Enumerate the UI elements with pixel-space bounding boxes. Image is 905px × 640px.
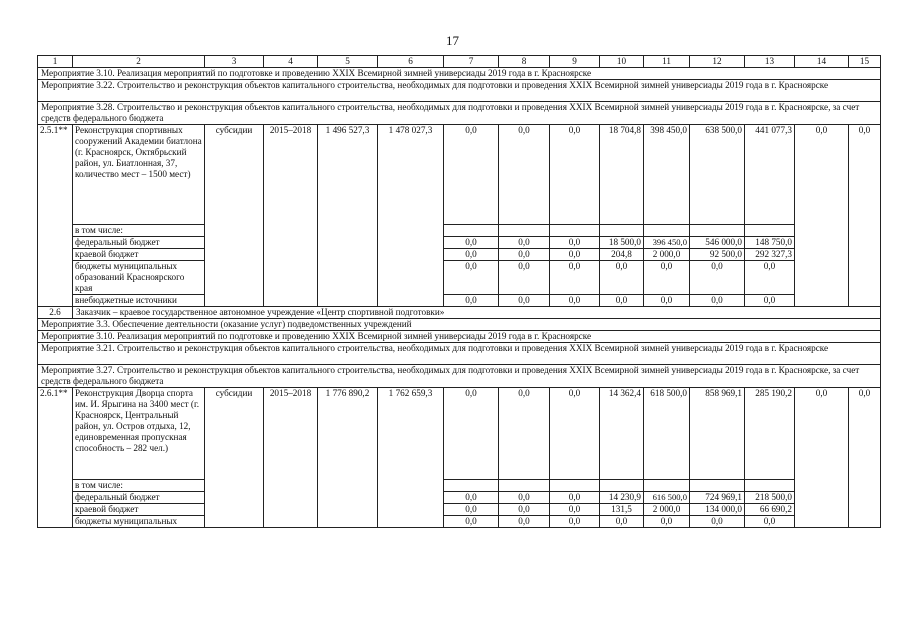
column-number-row [38,56,881,68]
value-cell: 858 969,1 [690,388,745,480]
page-number: 17 [446,33,459,48]
value-cell: 134 000,0 [690,504,745,516]
sub-row-label: федеральный бюджет [73,237,205,249]
col-num: 11 [644,56,690,68]
table-row [38,388,881,480]
value-cell: 0,0 [690,295,745,307]
value-cell: 18 500,0 [600,237,644,249]
value-cell: 0,0 [499,249,550,261]
col-num: 3 [205,56,264,68]
value-cell: 0,0 [690,516,745,528]
value-cell: 618 500,0 [644,388,690,480]
value-cell: 2 000,0 [644,249,690,261]
value-cell: 0,0 [550,388,600,480]
col-num: 6 [378,56,444,68]
value-cell: 398 450,0 [644,125,690,225]
value-cell: 0,0 [550,504,600,516]
measure-line: Мероприятие 3.27. Строительство и реконструкция объектов капитального строительства, необходимых для подготовки и проведения XXIX Всемирной зимней универсиады 2019 года в г. Красноярске, за счет средств федерального бюджета [38,365,881,388]
value-cell: 0,0 [550,492,600,504]
col-num: 1 [38,56,73,68]
value-cell: 0,0 [600,295,644,307]
col-num: 10 [600,56,644,68]
measure-line: Мероприятие 3.10. Реализация мероприятий по подготовке и проведению XXIX Всемирной зимней универсиады 2019 года в г. Красноярске [38,331,881,343]
value-cell: 0,0 [745,261,795,295]
value-cell: 0,0 [550,261,600,295]
sub-row-label: краевой бюджет [73,504,205,516]
value-cell: 0,0 [550,125,600,225]
value-cell: 0,0 [499,516,550,528]
value-cell: 0,0 [444,261,499,295]
value-cell: 616 500,0 [644,492,690,504]
value-cell: 0,0 [444,125,499,225]
value-cell: 0,0 [644,295,690,307]
value-cell: 441 077,3 [745,125,795,225]
value-cell: 0,0 [849,388,881,528]
measure-line: Мероприятие 3.10. Реализация мероприятий по подготовке и проведению XXIX Всемирной зимней универсиады 2019 года в г. Красноярске [38,68,881,80]
value-cell: 0,0 [444,504,499,516]
row-code: 2.6 [38,307,73,319]
value-cell: 0,0 [644,516,690,528]
value-cell: 0,0 [795,125,849,307]
col-num: 5 [318,56,378,68]
sub-row-label: в том числе: [73,480,205,492]
value-cell: 204,8 [600,249,644,261]
col-num: 9 [550,56,600,68]
table-row [38,125,881,225]
item-name: Реконструкция Дворца спорта им. И. Ярыгина на 3400 мест (г. Красноярск, Центральный район, ул. Остров отдыха, 12, единовременная пропускная способность – 282 чел.) [73,388,205,480]
sub-row-label: федеральный бюджет [73,492,205,504]
value-cell: 724 969,1 [690,492,745,504]
value-cell: 0,0 [644,261,690,295]
measure-line: Мероприятие 3.21. Строительство и реконструкция объектов капитального строительства, необходимых для подготовки и проведения XXIX Всемирной зимней универсиады 2019 года в г. Красноярске [38,343,881,365]
value-cell: 0,0 [444,492,499,504]
item-period: 2015–2018 [264,388,318,528]
value-cell: 0,0 [600,261,644,295]
col-num: 14 [795,56,849,68]
value-cell: 0,0 [550,249,600,261]
item-c5: 1 776 890,2 [318,388,378,528]
value-cell: 14 362,4 [600,388,644,480]
value-cell: 0,0 [499,492,550,504]
sub-row-label: бюджеты муниципальных [73,516,205,528]
sub-row-label: краевой бюджет [73,249,205,261]
value-cell: 0,0 [444,237,499,249]
item-c5: 1 496 527,3 [318,125,378,307]
value-cell: 0,0 [444,516,499,528]
value-cell: 0,0 [600,516,644,528]
value-cell: 0,0 [690,261,745,295]
item-code: 2.5.1** [38,125,73,307]
sub-row-label: внебюджетные источники [73,295,205,307]
col-num: 12 [690,56,745,68]
col-num: 2 [73,56,205,68]
value-cell: 0,0 [795,388,849,528]
item-c6: 1 478 027,3 [378,125,444,307]
item-form: субсидии [205,125,264,307]
col-num: 8 [499,56,550,68]
col-num: 7 [444,56,499,68]
value-cell: 0,0 [444,249,499,261]
item-code: 2.6.1** [38,388,73,528]
col-num: 15 [849,56,881,68]
value-cell: 0,0 [499,237,550,249]
value-cell: 66 690,2 [745,504,795,516]
item-period: 2015–2018 [264,125,318,307]
value-cell: 218 500,0 [745,492,795,504]
value-cell: 546 000,0 [690,237,745,249]
table-row [38,307,881,319]
value-cell: 0,0 [499,388,550,480]
budget-table [37,55,881,528]
value-cell: 14 230,9 [600,492,644,504]
value-cell: 0,0 [849,125,881,307]
item-name: Реконструкция спортивных сооружений Академии биатлона (г. Красноярск, Октябрьский район, ул. Биатлонная, 37, количество мест – 1500 мест) [73,125,205,225]
value-cell: 285 190,2 [745,388,795,480]
value-cell: 0,0 [499,295,550,307]
value-cell: 0,0 [499,504,550,516]
measure-line: Мероприятие 3.3. Обеспечение деятельности (оказание услуг) подведомственных учреждений [38,319,881,331]
value-cell: 18 704,8 [600,125,644,225]
value-cell: 0,0 [444,388,499,480]
value-cell: 0,0 [444,295,499,307]
value-cell: 638 500,0 [690,125,745,225]
item-form: субсидии [205,388,264,528]
sub-row-label: бюджеты муниципальных образований Красноярского края [73,261,205,295]
item-c6: 1 762 659,3 [378,388,444,528]
value-cell: 0,0 [745,516,795,528]
value-cell: 0,0 [550,237,600,249]
value-cell: 0,0 [745,295,795,307]
value-cell: 292 327,3 [745,249,795,261]
value-cell: 0,0 [499,261,550,295]
measure-line: Мероприятие 3.28. Строительство и реконструкция объектов капитального строительства, необходимых для подготовки и проведения XXIX Всемирной зимней универсиады 2019 года в г. Красноярске, за счет средств федерального бюджета [38,102,881,125]
value-cell: 396 450,0 [644,237,690,249]
value-cell: 0,0 [550,295,600,307]
value-cell: 131,5 [600,504,644,516]
value-cell: 148 750,0 [745,237,795,249]
col-num: 13 [745,56,795,68]
value-cell: 0,0 [550,516,600,528]
value-cell: 0,0 [499,125,550,225]
value-cell: 2 000,0 [644,504,690,516]
col-num: 4 [264,56,318,68]
value-cell: 92 500,0 [690,249,745,261]
sub-row-label: в том числе: [73,225,205,237]
customer-line: Заказчик – краевое государственное автономное учреждение «Центр спортивной подготовки» [73,307,881,319]
measure-line: Мероприятие 3.22. Строительство и реконструкция объектов капитального строительства, необходимых для подготовки и проведения XXIX Всемирной зимней универсиады 2019 года в г. Красноярске [38,80,881,102]
